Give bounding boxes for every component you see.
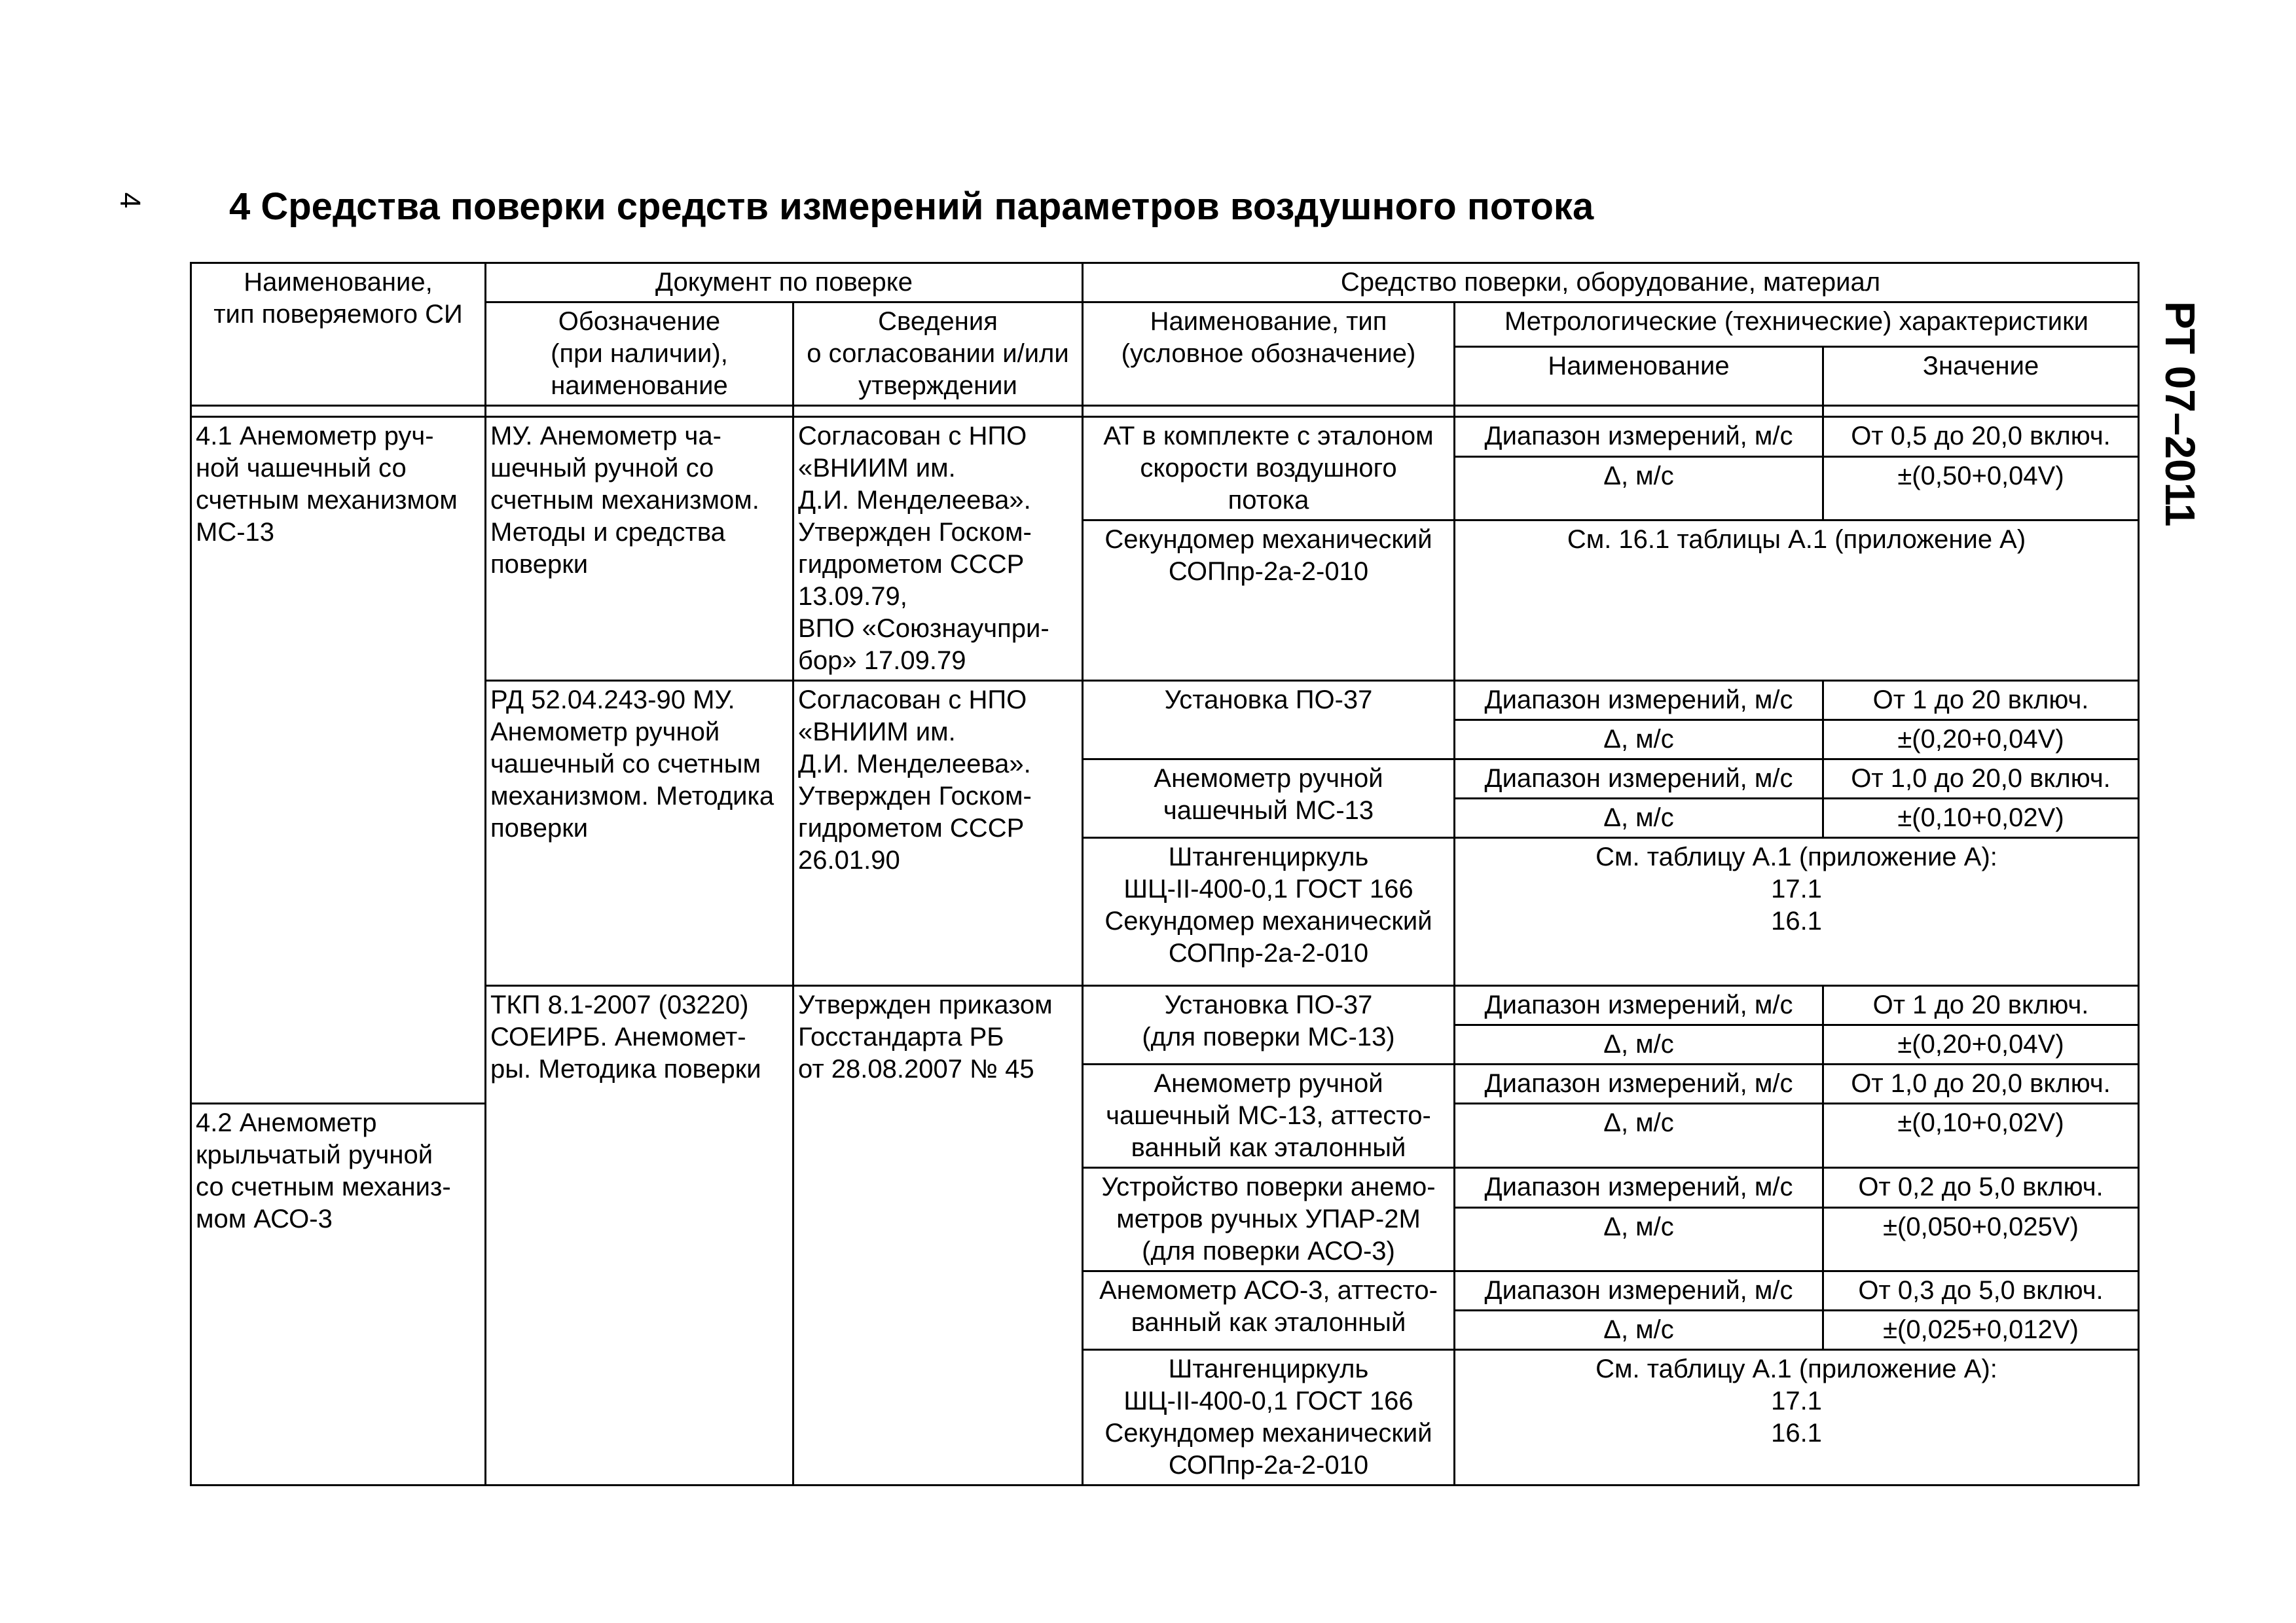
char-name-delta: Δ, м/с xyxy=(1455,1311,1823,1350)
char-name-delta: Δ, м/с xyxy=(1455,456,1823,520)
char-value: От 0,5 до 20,0 включ. xyxy=(1823,417,2139,457)
char-value: ±(0,20+0,04V) xyxy=(1823,720,2139,759)
char-name-range: Диапазон измерений, м/с xyxy=(1455,759,1823,799)
char-value: От 1,0 до 20,0 включ. xyxy=(1823,1065,2139,1104)
char-value: ±(0,20+0,04V) xyxy=(1823,1025,2139,1065)
page-number: 4 xyxy=(114,192,146,209)
char-name-delta: Δ, м/с xyxy=(1455,720,1823,759)
means-po37: Установка ПО-37 xyxy=(1083,681,1455,759)
header-designation: Обозначение (при наличии), наименование xyxy=(486,302,793,406)
means-at-etalon: АТ в комплекте с эталоном скорости воздушного потока xyxy=(1083,417,1455,520)
page-title: 4 Средства поверки средств измерений параметров воздушного потока xyxy=(229,185,1594,228)
verification-table xyxy=(190,262,2140,1486)
doc-designation-3: ТКП 8.1-2007 (03220) СОЕИРБ. Анемомет- ры. Методика поверки xyxy=(486,986,793,1486)
doc-approval-3: Утвержден приказом Госстандарта РБ от 28.08.2007 № 45 xyxy=(793,986,1083,1486)
means-po37-ms13: Установка ПО-37 (для поверки МС-13) xyxy=(1083,986,1455,1065)
char-name-delta: Δ, м/с xyxy=(1455,799,1823,838)
document-code: РТ 07–2011 xyxy=(2157,301,2204,527)
header-char-name: Наименование xyxy=(1455,346,1823,405)
char-value: ±(0,10+0,02V) xyxy=(1823,799,2139,838)
char-value: От 0,3 до 5,0 включ. xyxy=(1823,1271,2139,1311)
char-name-delta: Δ, м/с xyxy=(1455,1025,1823,1065)
item-4-2: 4.2 Анемометр крыльчатый ручной со счетным механиз- мом АСО-3 xyxy=(191,1104,486,1486)
char-value: От 0,2 до 5,0 включ. xyxy=(1823,1168,2139,1208)
doc-approval-1: Согласован с НПО «ВНИИМ им. Д.И. Менделеева». Утвержден Госком- гидрометом СССР 13.09.79, ВПО «Союзнаучпри- бор» 17.09.79 xyxy=(793,417,1083,681)
char-name-range: Диапазон измерений, м/с xyxy=(1455,1065,1823,1104)
doc-approval-2: Согласован с НПО «ВНИИМ им. Д.И. Менделеева». Утвержден Госком- гидрометом СССР 26.01.90 xyxy=(793,681,1083,986)
char-reference: См. таблицу А.1 (приложение А): 17.1 16.1 xyxy=(1455,838,2139,986)
char-value: ±(0,025+0,012V) xyxy=(1823,1311,2139,1350)
char-value: ±(0,10+0,02V) xyxy=(1823,1104,2139,1168)
char-name-range: Диапазон измерений, м/с xyxy=(1455,1168,1823,1208)
char-value: ±(0,50+0,04V) xyxy=(1823,456,2139,520)
char-name-delta: Δ, м/с xyxy=(1455,1207,1823,1271)
means-aso3: Анемометр АСО-3, аттесто- ванный как эталонный xyxy=(1083,1271,1455,1350)
char-value: От 1 до 20 включ. xyxy=(1823,986,2139,1025)
means-reference-ms13: Анемометр ручной чашечный МС-13, аттесто- ванный как эталонный xyxy=(1083,1065,1455,1168)
char-reference: См. 16.1 таблицы А.1 (приложение А) xyxy=(1455,520,2139,681)
char-value: От 1 до 20 включ. xyxy=(1823,681,2139,720)
means-upar2m: Устройство поверки анемо- метров ручных УПАР-2М (для поверки АСО-3) xyxy=(1083,1168,1455,1271)
means-caliper-stopwatch: Штангенциркуль ШЦ-II-400-0,1 ГОСТ 166 Секундомер механический СОПпр-2а-2-010 xyxy=(1083,1350,1455,1486)
header-approval: Сведения о согласовании и/или утверждении xyxy=(793,302,1083,406)
header-characteristics: Метрологические (технические) характеристики xyxy=(1455,302,2139,347)
char-name-delta: Δ, м/с xyxy=(1455,1104,1823,1168)
header-means-group: Средство поверки, оборудование, материал xyxy=(1083,263,2139,302)
char-name-range: Диапазон измерений, м/с xyxy=(1455,681,1823,720)
means-anemometer-ms13: Анемометр ручной чашечный МС-13 xyxy=(1083,759,1455,838)
char-value: ±(0,050+0,025V) xyxy=(1823,1207,2139,1271)
char-name-range: Диапазон измерений, м/с xyxy=(1455,417,1823,457)
means-stopwatch: Секундомер механический СОПпр-2а-2-010 xyxy=(1083,520,1455,681)
means-caliper-stopwatch: Штангенциркуль ШЦ-II-400-0,1 ГОСТ 166 Секундомер механический СОПпр-2а-2-010 xyxy=(1083,838,1455,986)
item-4-1: 4.1 Анемометр руч- ной чашечный со счетным механизмом МС-13 xyxy=(191,417,486,1104)
char-name-range: Диапазон измерений, м/с xyxy=(1455,986,1823,1025)
header-char-value: Значение xyxy=(1823,346,2139,405)
char-reference: См. таблицу А.1 (приложение А): 17.1 16.1 xyxy=(1455,1350,2139,1486)
header-means-name: Наименование, тип (условное обозначение) xyxy=(1083,302,1455,406)
header-document-group: Документ по поверке xyxy=(486,263,1083,302)
header-item-name: Наименование, тип поверяемого СИ xyxy=(191,263,486,406)
char-name-range: Диапазон измерений, м/с xyxy=(1455,1271,1823,1311)
doc-designation-2: РД 52.04.243-90 МУ. Анемометр ручной чашечный со счетным механизмом. Методика поверки xyxy=(486,681,793,986)
char-value: От 1,0 до 20,0 включ. xyxy=(1823,759,2139,799)
doc-designation-1: МУ. Анемометр ча- шечный ручной со счетным механизмом. Методы и средства поверки xyxy=(486,417,793,681)
